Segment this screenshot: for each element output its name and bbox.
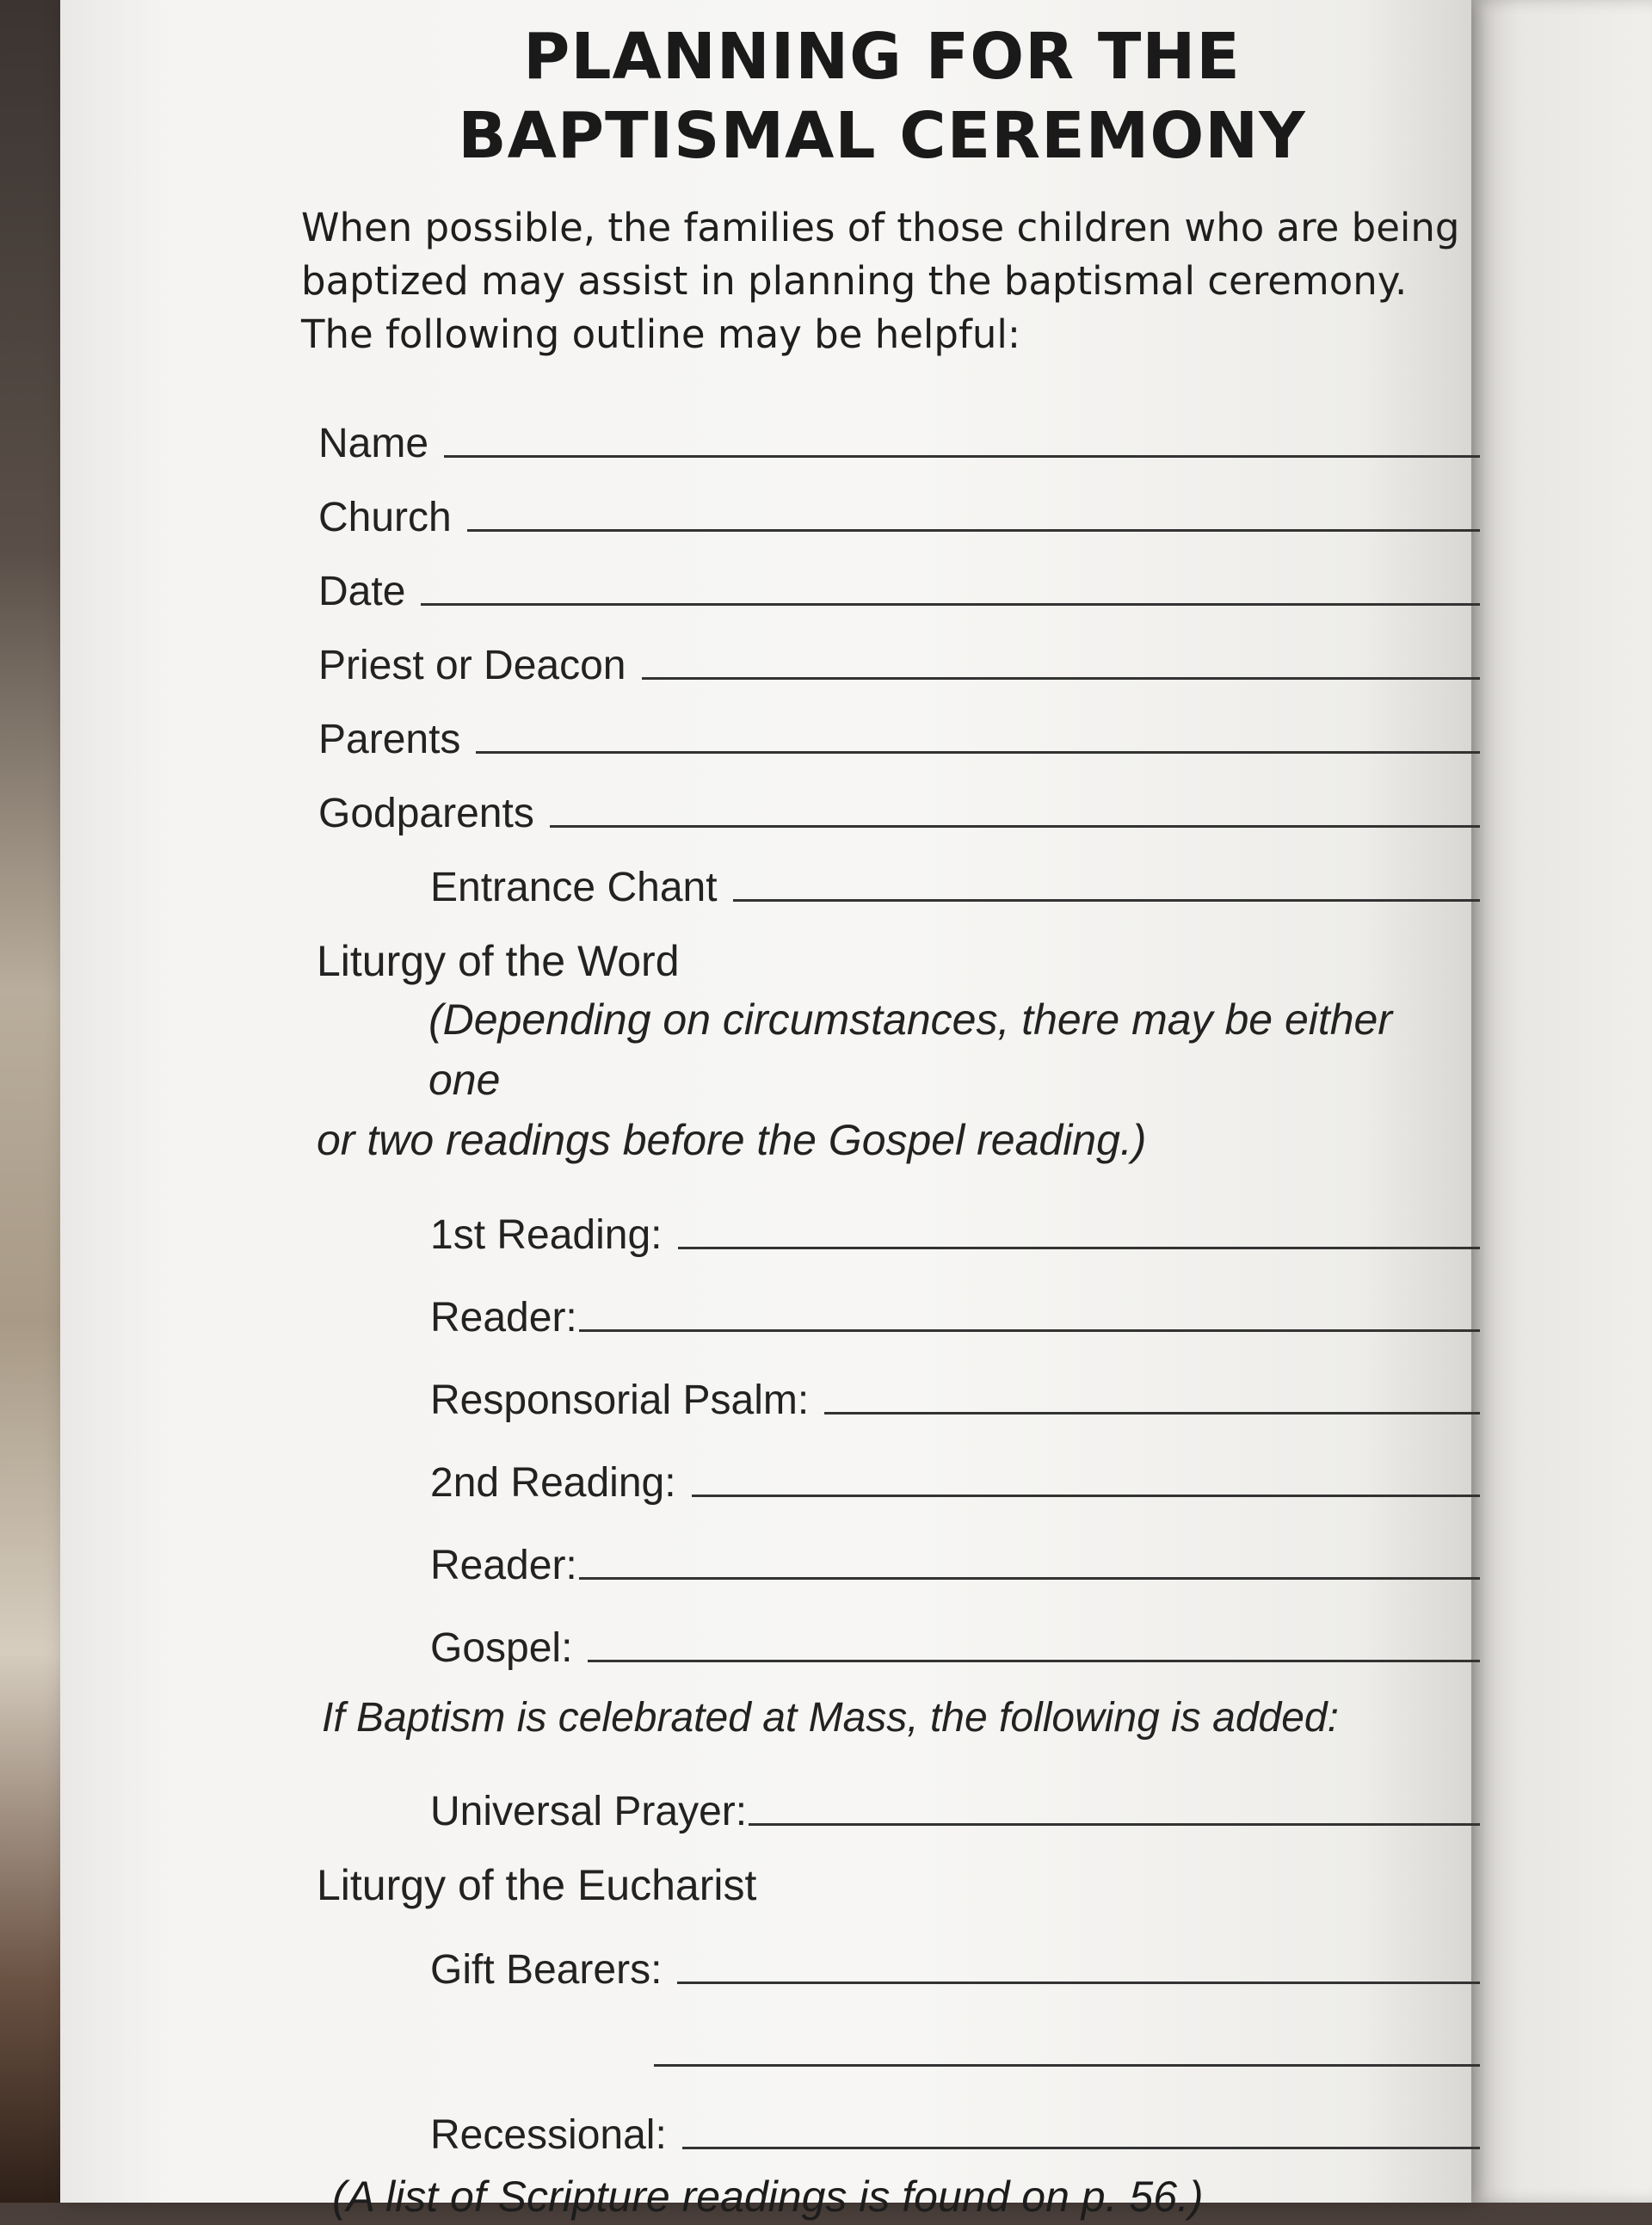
date-field[interactable] (318, 544, 1480, 618)
godparents-field[interactable] (318, 766, 1480, 840)
entrance-chant-label: Entrance Chant (430, 865, 718, 910)
godparents-label: Godparents (318, 791, 534, 836)
parents-label: Parents (318, 717, 461, 762)
reader-1-blank[interactable] (579, 1328, 1480, 1332)
scripture-footnote: (A list of Scripture readings is found on p. 56.) (332, 2173, 1204, 2221)
church-label: Church (318, 495, 452, 540)
parents-blank[interactable] (476, 749, 1480, 754)
entrance-chant-blank[interactable] (733, 897, 1480, 902)
gift-bearers-blank-2[interactable] (654, 2064, 1480, 2067)
name-label: Name (318, 421, 429, 466)
psalm-label: Responsorial Psalm: (430, 1378, 810, 1423)
readings-note (317, 989, 1470, 1170)
title-line-2: BAPTISMAL CEREMONY (458, 99, 1306, 173)
parents-field[interactable] (318, 692, 1480, 766)
reader-1-label: Reader: (430, 1295, 577, 1341)
church-blank[interactable] (467, 527, 1480, 532)
psalm-blank[interactable] (824, 1410, 1480, 1415)
intro-paragraph: When possible, the families of those children who are being baptized may assist in planning the baptismal ceremony. The following outline may be helpful: (301, 205, 1460, 357)
reader-1-field[interactable] (430, 1261, 1480, 1344)
second-reading-label: 2nd Reading: (430, 1460, 676, 1506)
readings-note-line-2: or two readings before the Gospel reading.) (317, 1116, 1147, 1164)
reader-2-blank[interactable] (579, 1575, 1480, 1580)
gospel-label: Gospel: (430, 1625, 573, 1671)
readings-note-line-1: (Depending on circumstances, there may be either one (428, 995, 1393, 1104)
priest-field[interactable] (318, 618, 1480, 692)
first-reading-field[interactable] (430, 1179, 1480, 1261)
date-blank[interactable] (421, 601, 1480, 606)
page-content (250, 17, 1480, 2225)
liturgy-eucharist-heading: Liturgy of the Eucharist (317, 1861, 757, 1909)
page-title (284, 17, 1480, 176)
recessional-blank[interactable] (682, 2145, 1480, 2149)
entrance-chant-field[interactable] (430, 840, 1480, 914)
recessional-field[interactable] (430, 2079, 1480, 2161)
gift-bearers-label: Gift Bearers: (430, 1947, 663, 1993)
universal-prayer-blank[interactable] (749, 1821, 1480, 1826)
universal-prayer-label: Universal Prayer: (430, 1789, 748, 1834)
first-reading-blank[interactable] (678, 1245, 1480, 1249)
liturgy-word-heading: Liturgy of the Word (317, 937, 680, 985)
psalm-field[interactable] (430, 1344, 1480, 1427)
church-field[interactable] (318, 470, 1480, 544)
name-field[interactable] (318, 396, 1480, 470)
date-label: Date (318, 569, 406, 614)
mass-note: If Baptism is celebrated at Mass, the following is added: (322, 1695, 1339, 1741)
title-line-1: PLANNING FOR THE (523, 20, 1241, 94)
first-reading-label: 1st Reading: (430, 1212, 663, 1258)
gift-bearers-field[interactable] (430, 1914, 1480, 1996)
facing-page (1463, 0, 1652, 2203)
universal-prayer-field[interactable] (430, 1755, 1480, 1838)
reader-2-field[interactable] (430, 1509, 1480, 1592)
reader-2-label: Reader: (430, 1543, 577, 1588)
second-reading-field[interactable] (430, 1427, 1480, 1509)
gift-bearers-extra-line[interactable] (654, 1996, 1480, 2079)
gospel-blank[interactable] (588, 1658, 1480, 1662)
booklet-page (60, 0, 1471, 2221)
gospel-field[interactable] (430, 1592, 1480, 1674)
second-reading-blank[interactable] (692, 1493, 1480, 1497)
godparents-blank[interactable] (550, 823, 1480, 828)
name-blank[interactable] (444, 453, 1480, 458)
gift-bearers-blank[interactable] (677, 1980, 1480, 1984)
recessional-label: Recessional: (430, 2112, 667, 2158)
priest-label: Priest or Deacon (318, 643, 626, 688)
priest-blank[interactable] (642, 675, 1481, 680)
background-left (0, 0, 69, 2203)
